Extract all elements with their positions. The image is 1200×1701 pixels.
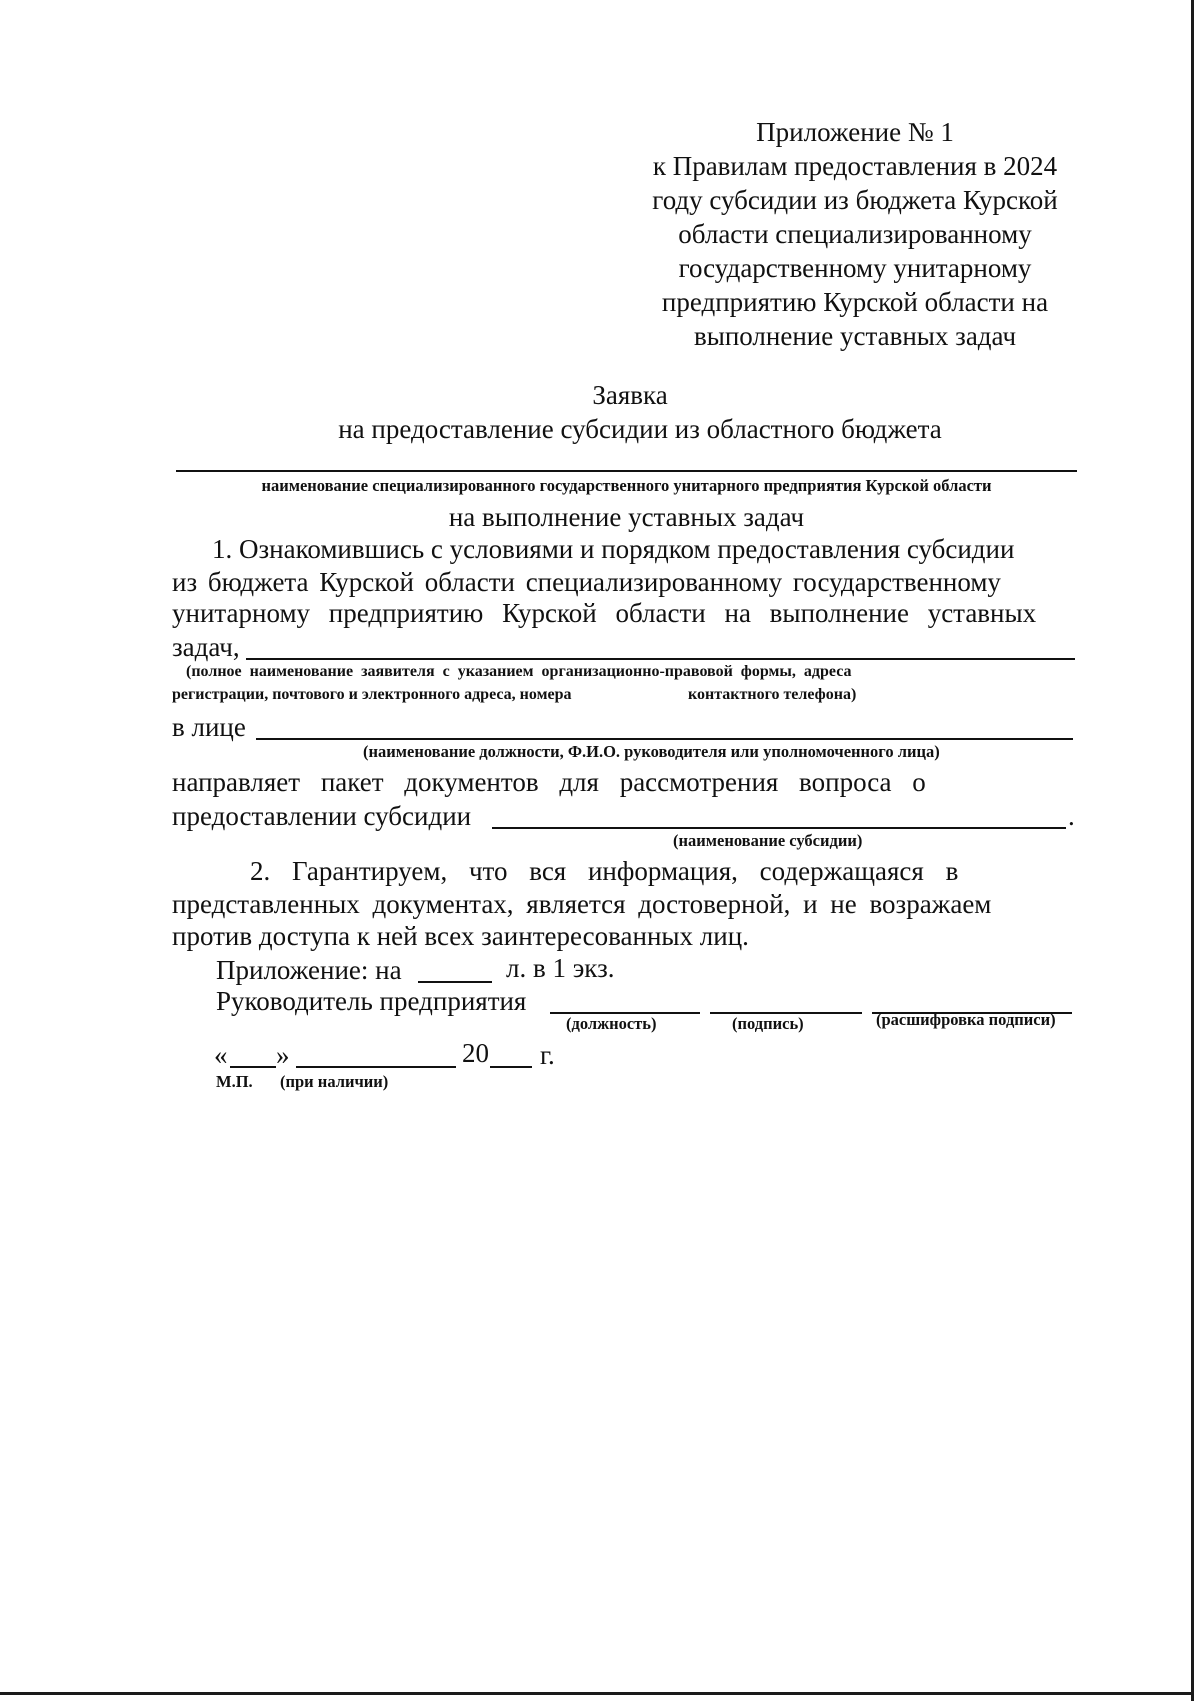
attachment-pages-line [418,981,492,983]
enterprise-name-caption: наименование специализированного государственного унитарного предприятия Курской области [261,476,992,495]
subsidy-caption: (наименование субсидии) [673,831,863,850]
person-line [256,738,1073,740]
paragraph2-line: против доступа к ней всех заинтересованных лиц. [172,921,749,951]
paragraph1-line: 1. Ознакомившись с условиями и порядком предоставления субсидии [212,534,1015,564]
appendix-title: Приложение № 1 [756,117,954,147]
subsidy-name-line [492,827,1066,829]
paragraph2-line: 2. Гарантируем, что вся информация, содержащаяся в [250,856,959,886]
sends-line: направляет пакет документов для рассмотрения вопроса о [172,767,926,797]
attachment-label: Приложение: на [216,955,402,985]
applicant-caption: (полное наименование заявителя с указанием организационно-правовой формы, адреса [186,663,852,680]
document-title: Заявка [592,380,668,410]
decoding-caption: (расшифровка подписи) [876,1010,1056,1029]
date-day-line [230,1066,276,1068]
person-caption: (наименование должности, Ф.И.О. руководителя или уполномоченного лица) [363,742,940,761]
signature-caption: (подпись) [732,1014,804,1033]
applicant-caption: контактного телефона) [688,686,857,703]
attachment-suffix: л. в 1 экз. [506,953,615,983]
person-label: в лице [172,712,246,742]
stamp-note: (при наличии) [280,1072,389,1091]
signature-label: Руководитель предприятия [216,986,527,1016]
subsidy-label: предоставлении субсидии [172,801,472,831]
page-border-bottom [0,1692,1194,1695]
appendix-line: году субсидии из бюджета Курской [652,185,1058,215]
paragraph2-line: представленных документах, является достоверной, и не возражаем [172,889,992,919]
applicant-caption: регистрации, почтового и электронного адреса, номера [172,686,572,703]
date-year-prefix: 20 [462,1038,489,1068]
appendix-line: области специализированному [678,219,1032,249]
page-border-right [1191,0,1194,1701]
tasks-label: задач, [172,632,240,662]
applicant-name-line [246,658,1075,660]
date-open-quote: « [214,1040,228,1070]
document-subtitle: на предоставление субсидии из областного бюджета [338,414,942,444]
appendix-line: выполнение уставных задач [693,321,1017,351]
date-month-line [296,1066,456,1068]
date-close-quote: » [276,1040,290,1070]
appendix-line: предприятию Курской области на [661,287,1049,317]
date-year-suffix: г. [540,1040,555,1070]
paragraph1-line: из бюджета Курской области специализированному государственному [172,567,1001,597]
appendix-line: государственному унитарному [678,253,1032,283]
enterprise-name-line [176,470,1077,472]
stamp-label: М.П. [216,1072,253,1091]
date-year-line [490,1066,532,1068]
enterprise-purpose: на выполнение уставных задач [448,502,805,532]
appendix-line: к Правилам предоставления в 2024 [652,151,1058,181]
subsidy-end-period: . [1068,801,1075,831]
position-caption: (должность) [566,1014,657,1033]
paragraph1-line: унитарному предприятию Курской области на выполнение уставных [172,598,1037,628]
